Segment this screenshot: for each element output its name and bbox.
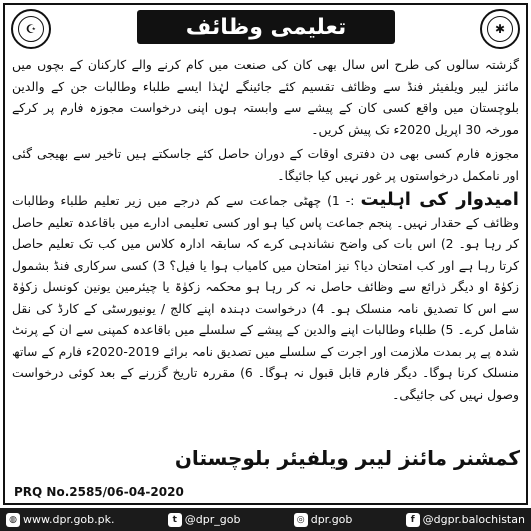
website-text: www.dpr.gob.pk. <box>23 513 115 526</box>
title-band <box>137 10 395 44</box>
eligibility-heading: امیدوار کی اہلیت <box>360 189 519 210</box>
signature-authority: کمشنر مائنز لیبر ویلفیئر بلوچستان <box>174 446 520 470</box>
instagram-text: dpr.gob <box>310 513 353 526</box>
crescent-star-icon: ☪ <box>18 16 44 42</box>
footer-website[interactable] <box>6 513 115 527</box>
emblem-icon: ✱ <box>487 16 513 42</box>
footer-twitter[interactable] <box>168 513 241 527</box>
header <box>5 5 526 53</box>
facebook-text: @dgpr.balochistan <box>422 513 525 526</box>
footer-instagram[interactable] <box>294 513 353 527</box>
eligibility-text: :- 1) چھٹی جماعت سے کم درجے میں زیر تعلیم طلباء وطالبات وظائف کے حقدار نہیں۔ پنجم جماعت پاس کیا ہو اور کسی تعلیمی ادارے میں باقاعدہ تعلیم حاصل کر رہا ہو۔ 2) اس بات کی واضح نشاندہی کرے کہ سابقہ ادارہ کلاس میں کب تک تعلیم حاصل کرتا رہا ہے اور کب امتحان دیا؟ نیز امتحان میں کامیاب ہوا یا فیل؟ 3) کسی سرکاری فنڈ بشمول زکوٰۃ او دیگر ذرائع سے وظائف حاصل نہ کر رہا ہو محکمہ زکوٰۃ یا چیئرمین یونین کونسل زکوٰۃ سے اس کا تصدیق نامہ منسلک ہو۔ 4) درخواست دہندہ اپنے کالج / یونیورسٹی کے کارڈ کی نقل شامل کرے۔ 5) طلباء وطالبات اپنے والدین کے پیشے کے سلسلے میں باقاعدہ کمپنی سے ان کے پرنٹ شدہ پے پر بمدت ملازمت اور اجرت کے سلسلے میں تصدیق نامہ برائے 2019-2020ء فارم کے ساتھ منسلک کرنا ہوگا۔ دیگر فارم قابل قبول نہ ہوگا۔ 6) مقررہ تاریخ گزرنے کے بعد کوئی درخواست وصول نہیں کی جائیگی۔ <box>12 193 520 402</box>
footer-facebook[interactable] <box>406 513 525 527</box>
government-seal-left <box>11 9 51 49</box>
page-title: تعلیمی وظائف <box>185 14 347 40</box>
eligibility-paragraph <box>12 189 519 405</box>
forms-paragraph: مجوزہ فارم کسی بھی دن دفتری اوقات کے دوران حاصل کئے جاسکتے ہیں تاخیر سے بھیجی گئی اور نامکمل درخواستوں پر غور نہیں کیا جائیگا۔ <box>12 146 519 183</box>
notice-body <box>12 54 519 408</box>
twitter-text: @dpr_gob <box>184 513 241 526</box>
instagram-icon: ◎ <box>294 513 308 527</box>
intro-paragraph: گزشتہ سالوں کی طرح اس سال بھی کان کی صنعت میں کام کرنے والے کارکنان کے بچوں میں مائنز لیبر ویلفیئر فنڈ سے وظائف تقسیم کئے جائینگے لہٰذا ایسے طلباء وطالبات جن کے والدین بلوچستان میں واقع کسی کان کے پیشے سے وابستہ ہوں اپنی درخواست مجوزہ فارم پر کرکے مورخہ 30 اپریل 2020ء تک پیش کریں۔ <box>12 57 519 137</box>
footer-bar <box>0 508 531 531</box>
twitter-icon: t <box>168 513 182 527</box>
globe-icon: ◍ <box>6 513 20 527</box>
prq-number: PRQ No.2585/06-04-2020 <box>14 485 184 499</box>
government-seal-right <box>480 9 520 49</box>
facebook-icon: f <box>406 513 420 527</box>
